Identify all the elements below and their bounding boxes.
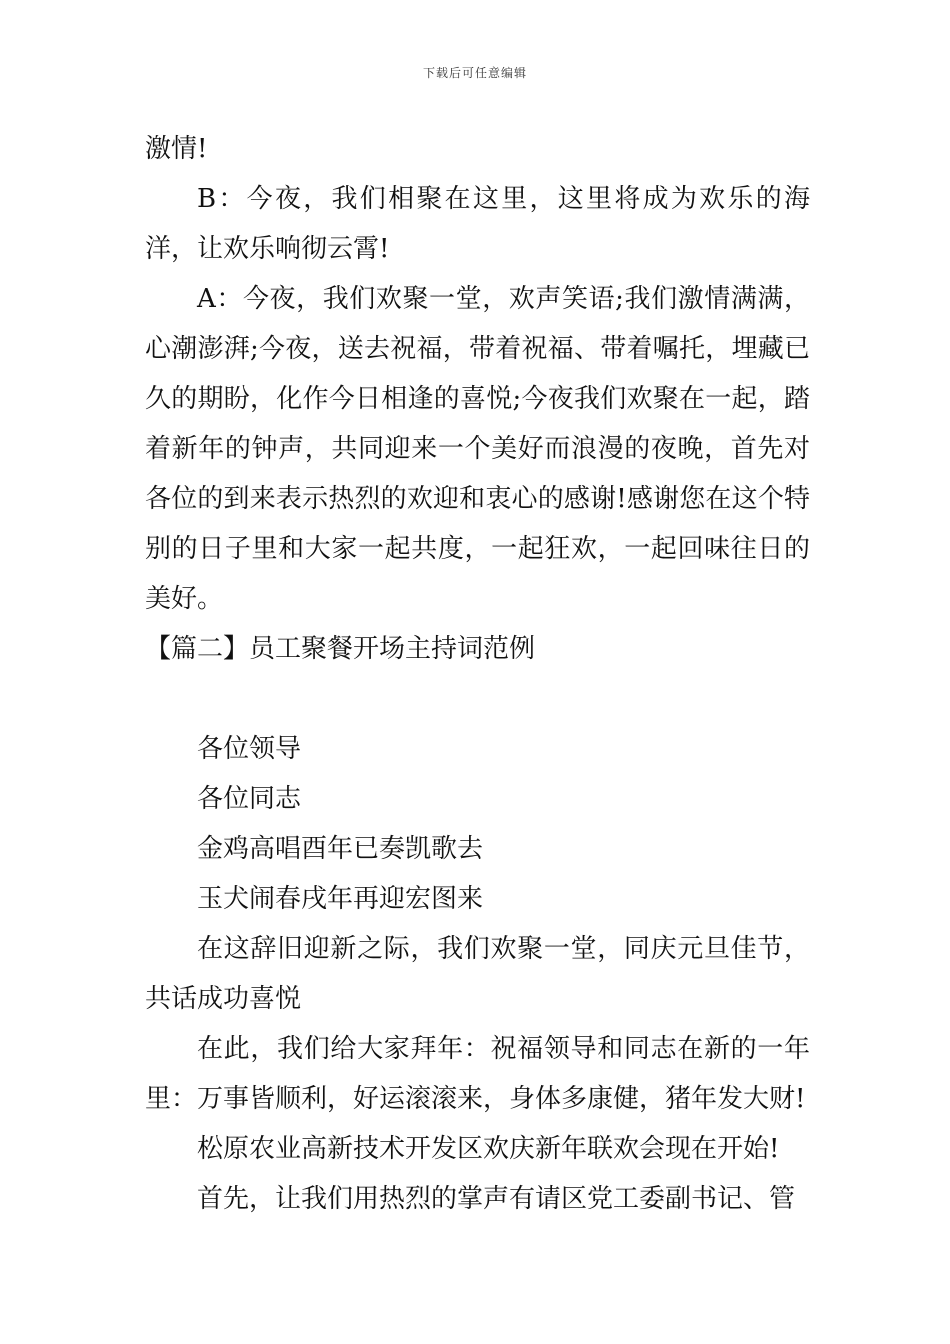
spacer	[145, 674, 810, 724]
paragraph: A：今夜，我们欢聚一堂，欢声笑语;我们激情满满，心潮澎湃;今夜，送去祝福，带着祝福、带着嘱托，埋藏已久的期盼，化作今日相逢的喜悦;今夜我们欢聚在一起，踏着新年的钟声，共同迎来一个美好而浪漫的夜晚，首先对各位的到来表示热烈的欢迎和衷心的感谢!感谢您在这个特别的日子里和大家一起共度，一起狂欢，一起回味往日的美好。	[145, 284, 810, 614]
document-body	[145, 124, 810, 1224]
paragraph: 在这辞旧迎新之际，我们欢聚一堂，同庆元旦佳节，共话成功喜悦	[145, 934, 810, 1014]
paragraph: 各位领导	[197, 734, 302, 764]
paragraph: 首先，让我们用热烈的掌声有请区党工委副书记、管	[197, 1184, 796, 1214]
paragraph: 各位同志	[197, 784, 302, 814]
paragraph: 在此，我们给大家拜年：祝福领导和同志在新的一年里：万事皆顺利，好运滚滚来，身体多康健，猪年发大财!	[145, 1034, 810, 1114]
paragraph: 金鸡高唱酉年已奏凯歌去	[197, 834, 484, 864]
section-title: 【篇二】员工聚餐开场主持词范例	[145, 634, 536, 664]
paragraph: 激情!	[145, 134, 208, 164]
paragraph: B：今夜，我们相聚在这里，这里将成为欢乐的海洋，让欢乐响彻云霄!	[145, 184, 810, 264]
paragraph: 玉犬闹春戌年再迎宏图来	[197, 884, 484, 914]
page-header: 下载后可任意编辑	[422, 66, 527, 80]
paragraph: 松原农业高新技术开发区欢庆新年联欢会现在开始!	[197, 1134, 780, 1164]
